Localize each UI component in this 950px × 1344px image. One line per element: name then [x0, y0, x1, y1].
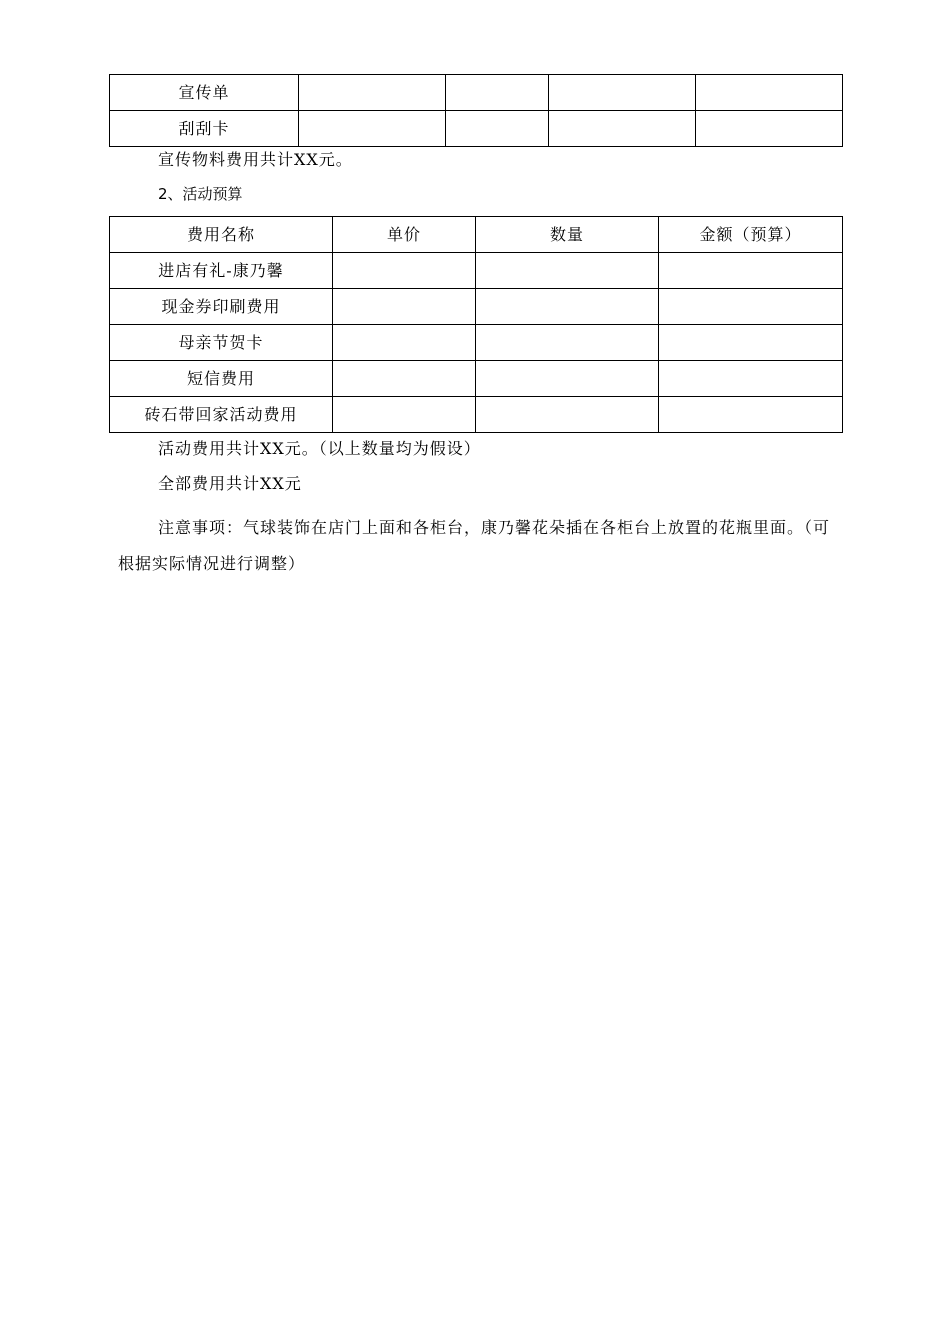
column-header: 费用名称 — [110, 217, 333, 253]
table-cell: 母亲节贺卡 — [110, 325, 333, 361]
table-row — [110, 361, 843, 397]
table-row — [110, 111, 843, 147]
column-header: 金额（预算） — [659, 217, 843, 253]
note-paragraph: 注意事项：气球装饰在店门上面和各柜台，康乃馨花朵插在各柜台上放置的花瓶里面。（可根据实际情况进行调整） — [118, 518, 831, 573]
table-cell — [476, 253, 659, 289]
table-cell: 宣传单 — [110, 75, 299, 111]
table-cell — [659, 361, 843, 397]
table-row — [110, 325, 843, 361]
table-cell — [549, 75, 696, 111]
activity-total-text: 活动费用共计XX元。（以上数量均为假设） — [158, 439, 481, 458]
table-cell — [659, 289, 843, 325]
table-cell — [696, 111, 843, 147]
table-cell: 刮刮卡 — [110, 111, 299, 147]
table-cell — [333, 253, 476, 289]
grand-total-text: 全部费用共计XX元 — [158, 474, 302, 493]
table-row — [110, 253, 843, 289]
table-cell — [333, 289, 476, 325]
table-row — [110, 289, 843, 325]
table-row — [110, 75, 843, 111]
table-cell — [659, 397, 843, 433]
table-cell — [476, 361, 659, 397]
materials-table — [109, 74, 843, 147]
table-cell — [549, 111, 696, 147]
column-header: 数量 — [476, 217, 659, 253]
table-cell — [659, 325, 843, 361]
table-cell — [476, 397, 659, 433]
table-cell — [299, 111, 446, 147]
table-cell — [659, 253, 843, 289]
table-cell — [299, 75, 446, 111]
section-heading: 2、活动预算 — [158, 185, 243, 203]
table-cell: 砖石带回家活动费用 — [110, 397, 333, 433]
table-cell — [696, 75, 843, 111]
table-cell — [446, 111, 549, 147]
table-cell: 进店有礼-康乃馨 — [110, 253, 333, 289]
column-header: 单价 — [333, 217, 476, 253]
materials-total-text: 宣传物料费用共计XX元。 — [158, 150, 353, 169]
table-cell — [333, 397, 476, 433]
table-cell — [476, 289, 659, 325]
table-cell — [333, 361, 476, 397]
table-cell — [476, 325, 659, 361]
budget-table — [109, 216, 843, 433]
table-header-row — [110, 217, 843, 253]
table-cell: 现金券印刷费用 — [110, 289, 333, 325]
table-row — [110, 397, 843, 433]
table-cell: 短信费用 — [110, 361, 333, 397]
table-cell — [446, 75, 549, 111]
table-cell — [333, 325, 476, 361]
